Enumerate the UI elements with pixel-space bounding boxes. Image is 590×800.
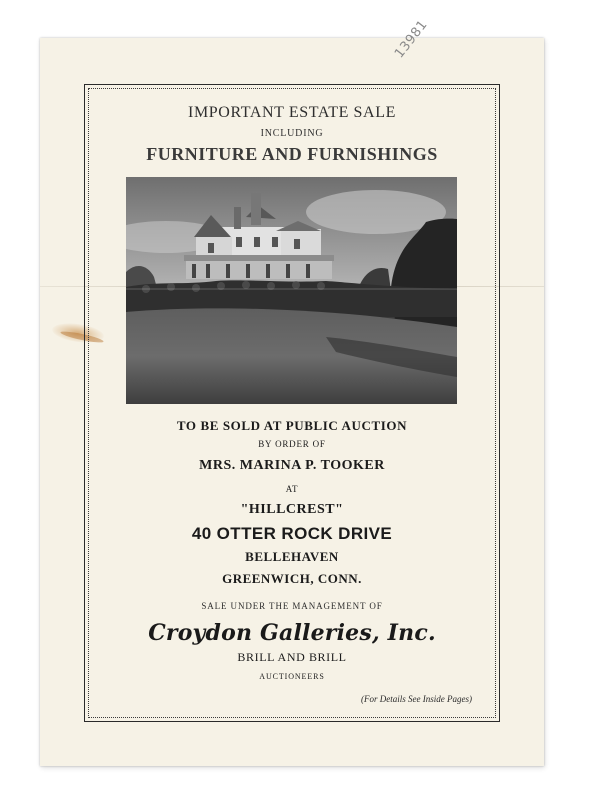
city-state: GREENWICH, CONN.: [222, 571, 362, 586]
town-name: BELLEHAVEN: [245, 549, 339, 564]
street-address: 40 OTTER ROCK DRIVE: [191, 524, 393, 543]
gallery-firm-name: Croydon Galleries, Inc.: [148, 620, 436, 646]
house-photo-image: [126, 177, 457, 404]
at-label: AT: [285, 484, 299, 494]
estate-name: "HILLCREST": [240, 502, 344, 517]
by-order-of: BY ORDER OF: [258, 439, 326, 449]
handwritten-pencil-note: 13981: [392, 17, 431, 62]
header-title: IMPORTANT ESTATE SALE: [188, 104, 396, 121]
header-including: INCLUDING: [260, 128, 324, 139]
auctioneer-name: BRILL AND BRILL: [237, 650, 347, 664]
estate-photograph: [126, 177, 457, 404]
owner-name: MRS. MARINA P. TOOKER: [199, 458, 385, 473]
auctioneers-label: AUCTIONEERS: [259, 672, 325, 681]
header-subject: FURNITURE AND FURNISHINGS: [146, 144, 438, 164]
management-label: SALE UNDER THE MANAGEMENT OF: [201, 601, 383, 611]
auction-heading: TO BE SOLD AT PUBLIC AUCTION: [176, 418, 408, 433]
details-note: (For Details See Inside Pages): [361, 694, 472, 704]
